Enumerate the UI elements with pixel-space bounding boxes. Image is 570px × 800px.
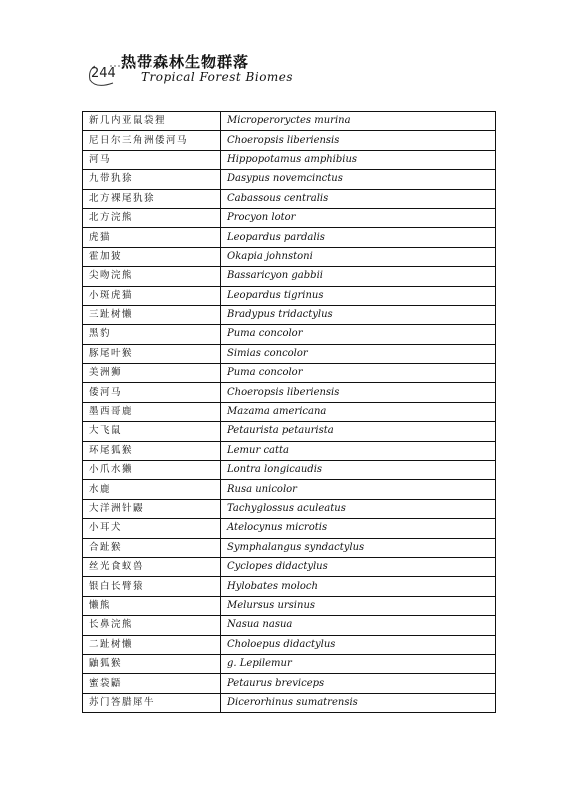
- table-row: [83, 480, 496, 499]
- common-name-cell: 黑豹: [83, 325, 221, 344]
- common-name-cell: 北方裸尾犰狳: [83, 189, 221, 208]
- table-row: [83, 189, 496, 208]
- table-row: [83, 364, 496, 383]
- scientific-name-cell: Simias concolor: [221, 344, 496, 363]
- scientific-name-cell: Bradypus tridactylus: [221, 305, 496, 324]
- common-name-cell: 鼬狐猴: [83, 654, 221, 673]
- common-name-cell: 美洲狮: [83, 364, 221, 383]
- common-name-cell: 二趾树懒: [83, 635, 221, 654]
- scientific-name-cell: Atelocynus microtis: [221, 519, 496, 538]
- table-row: [83, 267, 496, 286]
- table-row: [83, 344, 496, 363]
- header-title-en: Tropical Forest Biomes: [141, 70, 294, 84]
- table-row: [83, 577, 496, 596]
- common-name-cell: 丝光食蚁兽: [83, 557, 221, 576]
- common-name-cell: 大飞鼠: [83, 422, 221, 441]
- table-row: [83, 538, 496, 557]
- scientific-name-cell: Okapia johnstoni: [221, 247, 496, 266]
- table-row: [83, 247, 496, 266]
- table-row: [83, 616, 496, 635]
- scientific-name-cell: Dasypus novemcinctus: [221, 170, 496, 189]
- header-decoration: [0, 0, 570, 100]
- scientific-name-cell: Mazama americana: [221, 402, 496, 421]
- scientific-name-cell: Leopardus pardalis: [221, 228, 496, 247]
- header-title-cn: 热带森林生物群落: [121, 53, 250, 71]
- scientific-name-cell: Bassaricyon gabbii: [221, 267, 496, 286]
- page-number: 244: [91, 66, 116, 81]
- scientific-name-cell: Cyclopes didactylus: [221, 557, 496, 576]
- table-row: [83, 499, 496, 518]
- scientific-name-cell: Symphalangus syndactylus: [221, 538, 496, 557]
- scientific-name-cell: Petaurus breviceps: [221, 674, 496, 693]
- table-row: [83, 402, 496, 421]
- table-row: [83, 305, 496, 324]
- page-header: [0, 0, 570, 100]
- common-name-cell: 三趾树懒: [83, 305, 221, 324]
- scientific-name-cell: Hippopotamus amphibius: [221, 150, 496, 169]
- common-name-cell: 银白长臂猿: [83, 577, 221, 596]
- common-name-cell: 尼日尔三角洲倭河马: [83, 131, 221, 150]
- common-name-cell: 墨西哥鹿: [83, 402, 221, 421]
- scientific-name-cell: Nasua nasua: [221, 616, 496, 635]
- common-name-cell: 合趾猴: [83, 538, 221, 557]
- common-name-cell: 尖吻浣熊: [83, 267, 221, 286]
- common-name-cell: 倭河马: [83, 383, 221, 402]
- common-name-cell: 长鼻浣熊: [83, 616, 221, 635]
- scientific-name-cell: Microperoryctes murina: [221, 112, 496, 131]
- scientific-name-cell: Puma concolor: [221, 325, 496, 344]
- scientific-name-cell: Rusa unicolor: [221, 480, 496, 499]
- scientific-name-cell: Procyon lotor: [221, 208, 496, 227]
- table-row: [83, 635, 496, 654]
- common-name-cell: 蜜袋鼯: [83, 674, 221, 693]
- common-name-cell: 水鹿: [83, 480, 221, 499]
- scientific-name-cell: Cabassous centralis: [221, 189, 496, 208]
- table-row: [83, 383, 496, 402]
- scientific-name-cell: g. Lepilemur: [221, 654, 496, 673]
- common-name-cell: 小爪水獭: [83, 461, 221, 480]
- table-row: [83, 208, 496, 227]
- table-row: [83, 596, 496, 615]
- common-name-cell: 豚尾叶猴: [83, 344, 221, 363]
- table-row: [83, 674, 496, 693]
- scientific-name-cell: Puma concolor: [221, 364, 496, 383]
- common-name-cell: 新几内亚鼠袋狸: [83, 112, 221, 131]
- scientific-name-cell: Hylobates moloch: [221, 577, 496, 596]
- common-name-cell: 河马: [83, 150, 221, 169]
- scientific-name-cell: Tachyglossus aculeatus: [221, 499, 496, 518]
- common-name-cell: 苏门答腊犀牛: [83, 693, 221, 712]
- species-table-body: [83, 112, 496, 713]
- table-row: [83, 557, 496, 576]
- scientific-name-cell: Dicerorhinus sumatrensis: [221, 693, 496, 712]
- table-row: [83, 461, 496, 480]
- common-name-cell: 虎猫: [83, 228, 221, 247]
- table-row: [83, 693, 496, 712]
- table-row: [83, 286, 496, 305]
- scientific-name-cell: Petaurista petaurista: [221, 422, 496, 441]
- table-row: [83, 170, 496, 189]
- scientific-name-cell: Choeropsis liberiensis: [221, 383, 496, 402]
- species-table: [82, 111, 496, 713]
- table-row: [83, 441, 496, 460]
- table-row: [83, 325, 496, 344]
- common-name-cell: 霍加狓: [83, 247, 221, 266]
- scientific-name-cell: Choeropsis liberiensis: [221, 131, 496, 150]
- common-name-cell: 小斑虎猫: [83, 286, 221, 305]
- table-row: [83, 112, 496, 131]
- table-row: [83, 422, 496, 441]
- common-name-cell: 环尾狐猴: [83, 441, 221, 460]
- scientific-name-cell: Lontra longicaudis: [221, 461, 496, 480]
- scientific-name-cell: Leopardus tigrinus: [221, 286, 496, 305]
- common-name-cell: 九带犰狳: [83, 170, 221, 189]
- common-name-cell: 北方浣熊: [83, 208, 221, 227]
- scientific-name-cell: Choloepus didactylus: [221, 635, 496, 654]
- table-row: [83, 131, 496, 150]
- table-row: [83, 654, 496, 673]
- table-row: [83, 228, 496, 247]
- common-name-cell: 大洋洲针鼹: [83, 499, 221, 518]
- table-row: [83, 519, 496, 538]
- scientific-name-cell: Melursus ursinus: [221, 596, 496, 615]
- common-name-cell: 懒熊: [83, 596, 221, 615]
- common-name-cell: 小耳犬: [83, 519, 221, 538]
- scientific-name-cell: Lemur catta: [221, 441, 496, 460]
- table-row: [83, 150, 496, 169]
